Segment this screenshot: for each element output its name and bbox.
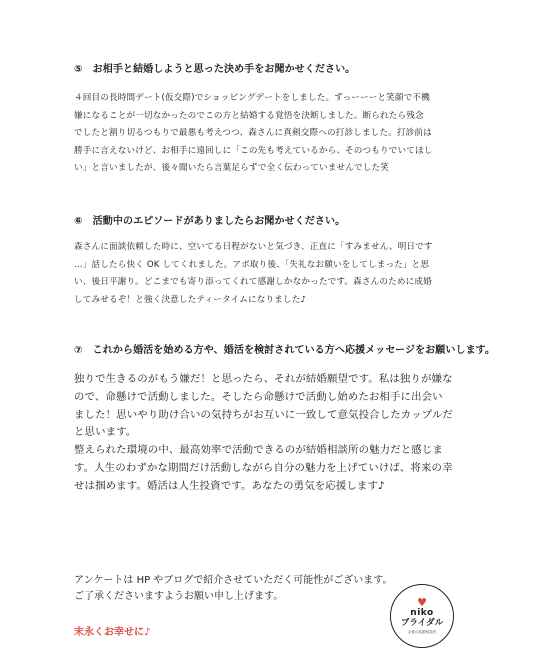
- logo-line2: ブライダル: [400, 617, 444, 628]
- logo-line1: niko: [410, 607, 434, 618]
- question-6: ⑥ 活動中のエピソードがありましたらお聞かせください。: [74, 216, 346, 227]
- logo-line3: 京都の結婚相談所: [408, 629, 436, 634]
- publication-notice: アンケートは HP やブログで紹介させていただく可能性がございます。 ご了承くださいますようお願い申し上げます。: [74, 575, 393, 602]
- closing-message: 末永くお幸せに♪: [74, 627, 151, 638]
- question-7: ⑦ これから婚活を始める方や、婚活を検討されている方へ応援メッセージをお願いします。: [74, 345, 496, 356]
- question-5: ⑤ お相手と結婚しようと思った決め手をお聞かせください。: [74, 64, 356, 75]
- answer-7: 独りで生きるのがもう嫌だ！と思ったら、それが結婚願望です。私は独りが嫌な ので、命懸けで活動しました。そしたら命懸けで活動し始めたお相手に出会い ました！思いやり助け合いの気持ちがお互いに一致して意気投合したカップルだ と思います。 整えられた環境の中、最高効率で活動できるのが結婚相談所の魅力だと感じま す。人生のわずかな期間だけ活動しながら自分の魅力を上げていけば、将来の幸 せは掴めます。婚活は人生投資です。あなたの勇気を応援します♪: [74, 373, 453, 492]
- niko-bridal-logo: [390, 584, 454, 648]
- answer-5: ４回目の長時間デート(仮交際)でショッピングデートをしました。ずっーーーと笑顔で不機 嫌になることが一切なかったのでこの方と結婚する覚悟を決断しました。断られたら残念 でしたと割り切るつもりで最悪も考えつつ、森さんに真剣交際への打診しました。打診前は 勝手に言えないけど、お相手に遠回しに「この先も考えているから、そのつもりでいてほし い」と言いましたが、後々聞いたら言葉足らずで全く伝わっていませんでした笑: [74, 93, 433, 173]
- answer-6: 森さんに面談依頼した時に、空いてる日程がないと気づき、正直に「すみません、明日です …」話したら快く OK してくれました。アポ取り後、「失礼なお願いをしてしまった」と思 い、後日平謝り。どこまでも寄り添ってくれて感謝しかなかったです。森さんのために成婚 してみせるぞ！と強く決意したティータイムになりました♪: [74, 242, 433, 305]
- heart-icon: ♥: [417, 595, 427, 609]
